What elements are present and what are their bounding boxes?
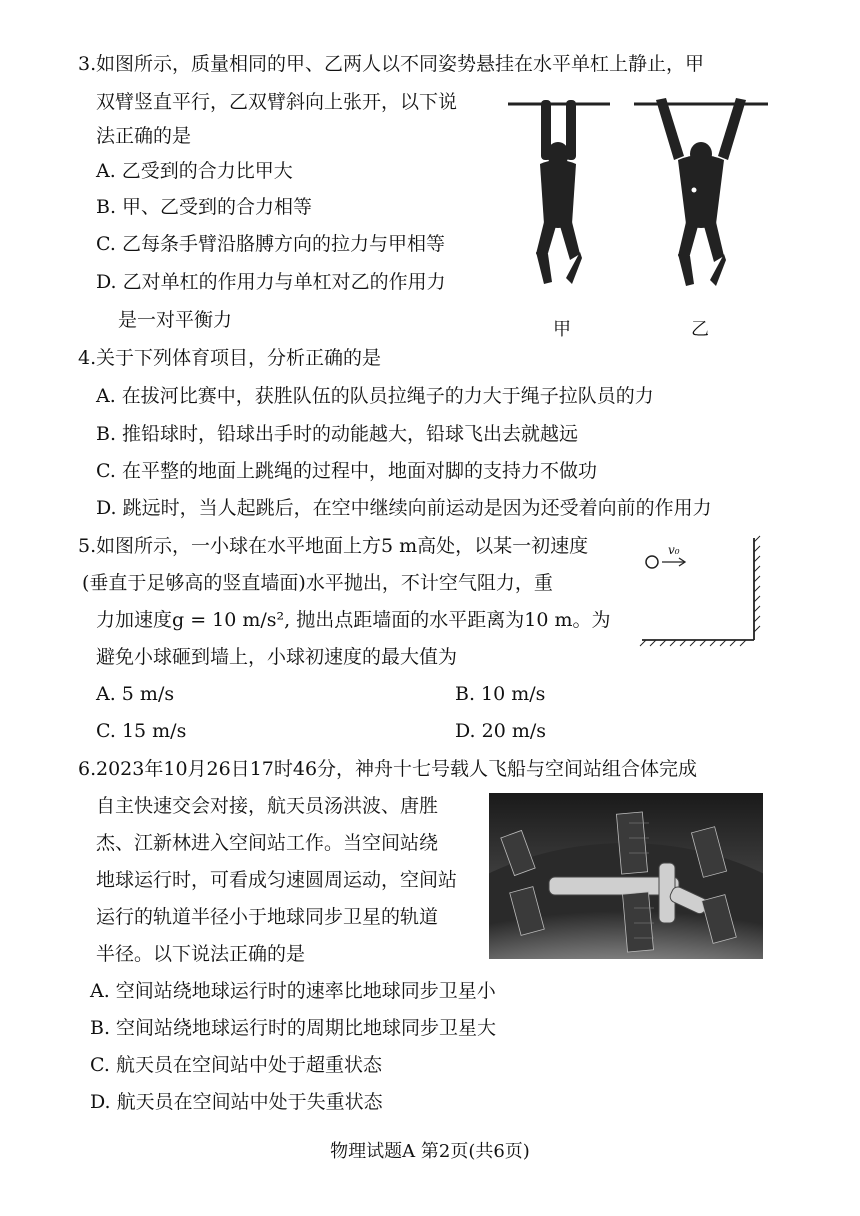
question-3-option-a: A. 乙受到的合力比甲大 (96, 160, 293, 182)
hanging-figures-illustration (506, 94, 772, 310)
velocity-label: v₀ (668, 543, 680, 557)
question-6-option-a: A. 空间站绕地球运行时的速率比地球同步卫星小 (90, 980, 496, 1002)
question-5-number: 5. (78, 535, 97, 557)
question-6-number: 6. (78, 758, 97, 780)
projectile-wall-diagram (638, 530, 768, 652)
question-3-option-b: B. 甲、乙受到的合力相等 (96, 196, 313, 218)
question-4-option-a: A. 在拔河比赛中，获胜队伍的队员拉绳子的力大于绳子拉队员的力 (96, 385, 654, 407)
figure-label-yi: 乙 (691, 319, 709, 340)
question-5-option-c: C. 15 m/s (96, 720, 187, 742)
question-3-number: 3. (78, 53, 97, 75)
question-4-number: 4. (78, 347, 97, 369)
question-5-stem-line-1: 如图所示，一小球在水平地面上方5 m高处，以某一初速度 (96, 535, 589, 557)
figure-label-jia: 甲 (553, 319, 571, 340)
question-4-option-b: B. 推铅球时，铅球出手时的动能越大，铅球飞出去就越远 (96, 423, 579, 445)
question-5-stem-line-4: 避免小球砸到墙上，小球初速度的最大值为 (96, 646, 458, 668)
question-6-stem-line-4: 地球运行时，可看成匀速圆周运动，空间站 (96, 869, 458, 891)
question-6-option-d: D. 航天员在空间站中处于失重状态 (90, 1091, 383, 1113)
space-station-photo (489, 793, 763, 959)
question-3-option-d: D. 乙对单杠的作用力与单杠对乙的作用力 (96, 271, 446, 293)
question-6-stem-line-3: 杰、江新林进入空间站工作。当空间站绕 (96, 832, 439, 854)
question-5-stem-line-3: 力加速度g = 10 m/s², 抛出点距墙面的水平距离为10 m。为 (96, 609, 611, 631)
question-5-stem-line-2: (垂直于足够高的竖直墙面)水平抛出，不计空气阻力，重 (82, 572, 553, 594)
question-6-stem-line-1: 2023年10月26日17时46分，神舟十七号载人飞船与空间站组合体完成 (96, 758, 698, 780)
question-3-option-c: C. 乙每条手臂沿胳膊方向的拉力与甲相等 (96, 233, 445, 255)
question-6-option-b: B. 空间站绕地球运行时的周期比地球同步卫星大 (90, 1017, 497, 1039)
question-3-stem-line-1: 如图所示，质量相同的甲、乙两人以不同姿势悬挂在水平单杠上静止，甲 (96, 53, 705, 75)
question-5-option-a: A. 5 m/s (96, 683, 175, 705)
question-6-stem-line-6: 半径。以下说法正确的是 (96, 943, 306, 965)
question-5-option-b: B. 10 m/s (455, 683, 546, 705)
page-footer: 物理试题A 第2页(共6页) (330, 1141, 530, 1162)
question-3-stem-line-3: 法正确的是 (96, 125, 192, 147)
question-5-option-d: D. 20 m/s (455, 720, 547, 742)
question-6-stem-line-5: 运行的轨道半径小于地球同步卫星的轨道 (96, 906, 439, 928)
question-3-option-d-continued: 是一对平衡力 (118, 309, 233, 331)
question-4-option-c: C. 在平整的地面上跳绳的过程中，地面对脚的支持力不做功 (96, 460, 597, 482)
question-6-stem-line-2: 自主快速交会对接，航天员汤洪波、唐胜 (96, 795, 439, 817)
question-4-option-d: D. 跳远时，当人起跳后，在空中继续向前运动是因为还受着向前的作用力 (96, 497, 712, 519)
question-4-stem: 关于下列体育项目，分析正确的是 (96, 347, 382, 369)
question-6-option-c: C. 航天员在空间站中处于超重状态 (90, 1054, 382, 1076)
question-3-stem-line-2: 双臂竖直平行，乙双臂斜向上张开，以下说 (96, 91, 458, 113)
